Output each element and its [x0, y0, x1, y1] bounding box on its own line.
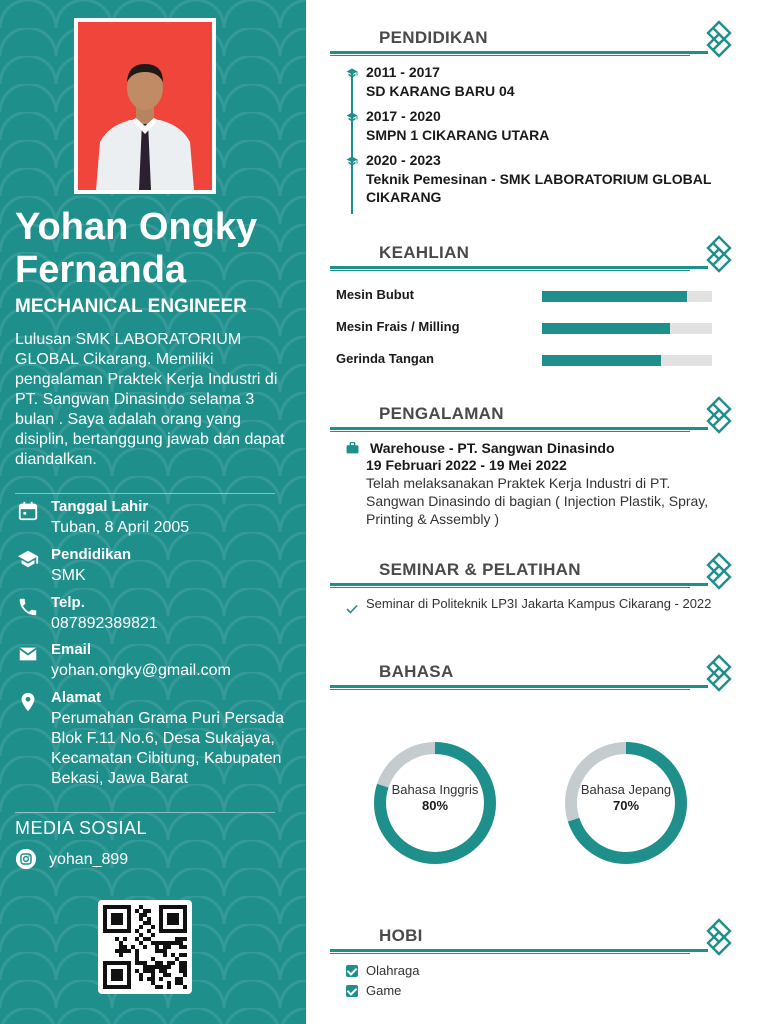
skill-bar-fill [542, 291, 687, 302]
section-skills-header [330, 235, 740, 275]
section-underline [330, 266, 708, 269]
sidebar [0, 0, 306, 1024]
info-birth-value: Tuban, 8 April 2005 [51, 519, 190, 536]
education-timeline [351, 72, 353, 214]
hobby-text: Olahraga [366, 963, 420, 978]
info-address-label: Alamat [51, 689, 102, 706]
info-birth-label: Tanggal Lahir [51, 498, 149, 515]
info-email-value[interactable]: yohan.ongky@gmail.com [51, 662, 231, 679]
section-experience-header [330, 396, 740, 436]
graduation-cap-icon [17, 548, 39, 570]
skill-bar [542, 291, 712, 302]
skill-bar-fill [542, 323, 670, 334]
ornament-icon [704, 552, 734, 590]
language-name: Bahasa Inggris [391, 782, 479, 797]
info-email-label: Email [51, 641, 92, 658]
location-pin-icon [17, 691, 39, 713]
language-name: Bahasa Jepang [580, 782, 672, 797]
profile-photo [78, 22, 212, 190]
qr-code [98, 900, 192, 994]
section-title: HOBI [379, 926, 423, 945]
section-underline [330, 427, 708, 430]
ornament-icon [704, 654, 734, 692]
profile-job-title: MECHANICAL ENGINEER [15, 296, 247, 317]
skill-item [336, 319, 712, 339]
skill-item [336, 351, 712, 371]
hobby-text: Game [366, 983, 402, 998]
education-school: SD KARANG BARU 04 [366, 83, 515, 99]
checkbox-icon [346, 985, 358, 997]
language-percent: 70% [612, 798, 640, 813]
info-address [15, 689, 300, 809]
section-title: SEMINAR & PELATIHAN [379, 560, 581, 579]
experience-role: Warehouse - PT. Sangwan Dinasindo [370, 440, 615, 456]
info-education-label: Pendidikan [51, 546, 132, 563]
education-years: 2011 - 2017 [366, 64, 440, 80]
language-donut [561, 738, 691, 868]
profile-summary: Lulusan SMK LABORATORIUM GLOBAL Cikarang. Memiliki pengalaman Praktek Kerja Industri di PT. Sangwan Dinasindo selama 3 bulan . Saya adalah orang yang disiplin, bertanggung jawab dan dapat diandalkan. [15, 331, 285, 468]
education-school: Teknik Pemesinan - SMK LABORATORIUM GLOBAL CIKARANG [366, 171, 712, 205]
calendar-icon [17, 500, 39, 522]
skill-name: Mesin Bubut [336, 287, 414, 302]
graduation-cap-icon [346, 155, 358, 167]
education-school: SMPN 1 CIKARANG UTARA [366, 127, 550, 143]
language-donut [370, 738, 500, 868]
section-title: PENGALAMAN [379, 404, 504, 423]
info-education [15, 546, 300, 590]
education-years: 2017 - 2020 [366, 108, 441, 124]
skill-name: Mesin Frais / Milling [336, 319, 460, 334]
section-underline [330, 583, 708, 586]
phone-icon [17, 596, 39, 618]
graduation-cap-icon [346, 67, 358, 79]
info-education-value: SMK [51, 567, 86, 584]
section-language-header [330, 654, 740, 694]
experience-dates: 19 Februari 2022 - 19 Mei 2022 [366, 457, 567, 473]
sidebar-divider [15, 493, 275, 494]
info-birth [15, 498, 300, 542]
info-email [15, 641, 300, 685]
ornament-icon [704, 918, 734, 956]
language-percent: 80% [421, 798, 449, 813]
info-phone-value[interactable]: 087892389821 [51, 615, 158, 632]
skill-item [336, 287, 712, 307]
section-hobby-header [330, 918, 740, 958]
check-icon [346, 604, 358, 614]
section-title: BAHASA [379, 662, 454, 681]
section-title: PENDIDIKAN [379, 28, 488, 47]
profile-photo-frame [74, 18, 216, 194]
experience-description: Telah melaksanakan Praktek Kerja Industri di PT. Sangwan Dinasindo di bagian ( Injection Plastik, Spray, Printing & Assembly ) [366, 475, 709, 527]
profile-name: Yohan Ongky Fernanda [15, 206, 258, 291]
instagram-handle: yohan_899 [49, 851, 129, 868]
ornament-icon [704, 20, 734, 58]
skill-bar [542, 355, 712, 366]
info-address-value: Perumahan Grama Puri Persada Blok F.11 No.6, Desa Sukajaya, Kecamatan Cibitung, Kabupaten Bekasi, Jawa Barat [51, 710, 284, 787]
skill-name: Gerinda Tangan [336, 351, 434, 366]
info-phone [15, 594, 300, 638]
section-title: KEAHLIAN [379, 243, 470, 262]
ornament-icon [704, 396, 734, 434]
section-underline [330, 949, 708, 952]
skill-bar [542, 323, 712, 334]
checkbox-icon [346, 965, 358, 977]
briefcase-icon [346, 442, 359, 454]
graduation-cap-icon [346, 111, 358, 123]
seminar-text: Seminar di Politeknik LP3I Jakarta Kampus Cikarang - 2022 [366, 596, 712, 611]
skill-bar-fill [542, 355, 661, 366]
education-years: 2020 - 2023 [366, 152, 441, 168]
instagram-icon [15, 848, 37, 870]
social-media-title: MEDIA SOSIAL [15, 818, 148, 838]
info-phone-label: Telp. [51, 594, 85, 611]
section-seminar-header [330, 552, 740, 592]
section-underline [330, 51, 708, 54]
section-underline [330, 685, 708, 688]
ornament-icon [704, 235, 734, 273]
section-education-header [330, 20, 740, 60]
mail-icon [17, 643, 39, 665]
sidebar-divider [15, 812, 275, 813]
